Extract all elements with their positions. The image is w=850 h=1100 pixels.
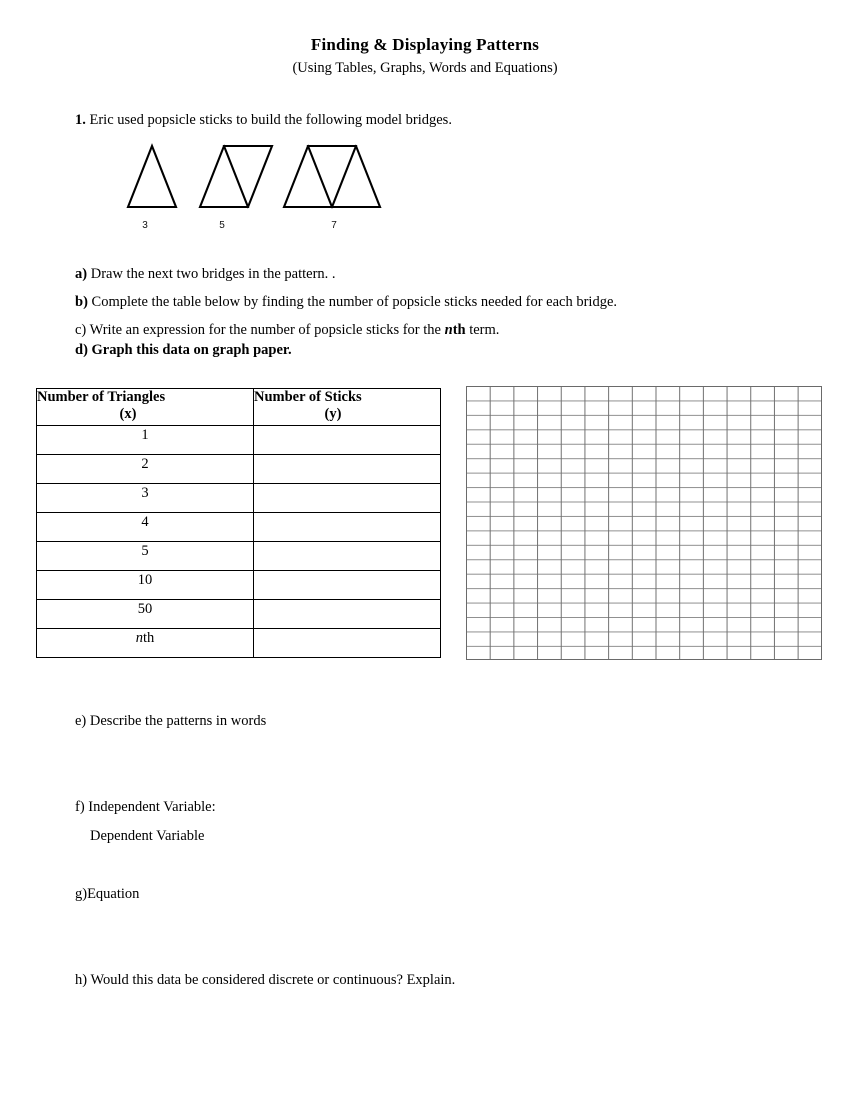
table-row bbox=[37, 629, 441, 658]
part-a-text: Draw the next two bridges in the pattern. . bbox=[87, 266, 336, 282]
cell-x-5: 5 bbox=[37, 542, 254, 571]
table-row bbox=[37, 513, 441, 542]
part-a bbox=[75, 265, 336, 284]
cell-x-nth-n: n bbox=[135, 630, 143, 646]
bridge-figures bbox=[118, 140, 408, 235]
column-header-triangles-sub: (x) bbox=[119, 406, 137, 422]
part-f-dependent-variable: Dependent Variable bbox=[90, 828, 205, 844]
cell-y-10[interactable] bbox=[254, 571, 441, 600]
table-row bbox=[37, 571, 441, 600]
bridge-figure-3-inner-right bbox=[332, 146, 356, 207]
question-stem-text: Eric used popsicle sticks to build the following model bridges. bbox=[89, 112, 452, 128]
page-title: Finding & Displaying Patterns bbox=[310, 35, 540, 54]
cell-y-2[interactable] bbox=[254, 455, 441, 484]
cell-y-5[interactable] bbox=[254, 542, 441, 571]
table-row bbox=[37, 484, 441, 513]
table-row bbox=[37, 600, 441, 629]
column-header-triangles bbox=[37, 389, 254, 426]
column-header-triangles-main: Number of Triangles bbox=[37, 389, 166, 405]
cell-x-50: 50 bbox=[37, 600, 254, 629]
part-c bbox=[75, 321, 499, 340]
cell-x-nth bbox=[37, 629, 254, 658]
part-b-text: Complete the table below by finding the number of popsicle sticks needed for each bridge. bbox=[87, 294, 618, 310]
table-row bbox=[37, 426, 441, 455]
column-header-sticks bbox=[254, 389, 441, 426]
bridge-label-2: 5 bbox=[219, 220, 225, 231]
table-row bbox=[37, 542, 441, 571]
part-g-equation: g)Equation bbox=[75, 886, 140, 902]
part-d: d) Graph this data on graph paper. bbox=[75, 342, 292, 358]
title-block bbox=[0, 34, 850, 78]
table-header-row bbox=[37, 389, 441, 426]
part-a-letter: a) bbox=[75, 266, 88, 282]
cell-x-1: 1 bbox=[37, 426, 254, 455]
part-e: e) Describe the patterns in words bbox=[75, 713, 267, 729]
cell-x-3: 3 bbox=[37, 484, 254, 513]
question-number: 1. bbox=[75, 112, 86, 128]
cell-y-nth[interactable] bbox=[254, 629, 441, 658]
cell-x-10: 10 bbox=[37, 571, 254, 600]
bridge-figure-3-inner-left bbox=[308, 146, 332, 207]
part-b bbox=[75, 293, 617, 312]
column-header-sticks-main: Number of Sticks bbox=[254, 389, 362, 405]
part-h: h) Would this data be considered discrete or continuous? Explain. bbox=[75, 972, 456, 988]
part-c-text-pre: c) Write an expression for the number of popsicle sticks for the bbox=[75, 322, 445, 338]
part-c-nth-n: n bbox=[444, 322, 453, 338]
column-header-sticks-sub: (y) bbox=[324, 406, 342, 422]
graph-paper-grid[interactable] bbox=[466, 386, 822, 660]
bridge-label-3: 7 bbox=[331, 220, 337, 231]
bridge-label-1: 3 bbox=[142, 220, 148, 231]
cell-y-3[interactable] bbox=[254, 484, 441, 513]
cell-y-50[interactable] bbox=[254, 600, 441, 629]
page-subtitle: (Using Tables, Graphs, Words and Equations) bbox=[292, 60, 558, 76]
bridge-figure-3 bbox=[284, 146, 380, 207]
cell-x-nth-th: th bbox=[142, 630, 155, 646]
bridge-figure-1 bbox=[128, 146, 176, 207]
cell-x-4: 4 bbox=[37, 513, 254, 542]
part-b-letter: b) bbox=[75, 294, 88, 310]
pattern-data-table bbox=[36, 388, 441, 658]
part-c-text-post: term. bbox=[465, 322, 500, 338]
cell-x-2: 2 bbox=[37, 455, 254, 484]
part-f-independent-variable: f) Independent Variable: bbox=[75, 799, 216, 815]
bridge-diagrams-svg bbox=[118, 140, 408, 218]
cell-y-1[interactable] bbox=[254, 426, 441, 455]
table-row bbox=[37, 455, 441, 484]
bridge-figure-2-inner bbox=[224, 146, 248, 207]
question-stem bbox=[75, 111, 452, 130]
cell-y-4[interactable] bbox=[254, 513, 441, 542]
part-c-nth-th: th bbox=[452, 322, 466, 338]
